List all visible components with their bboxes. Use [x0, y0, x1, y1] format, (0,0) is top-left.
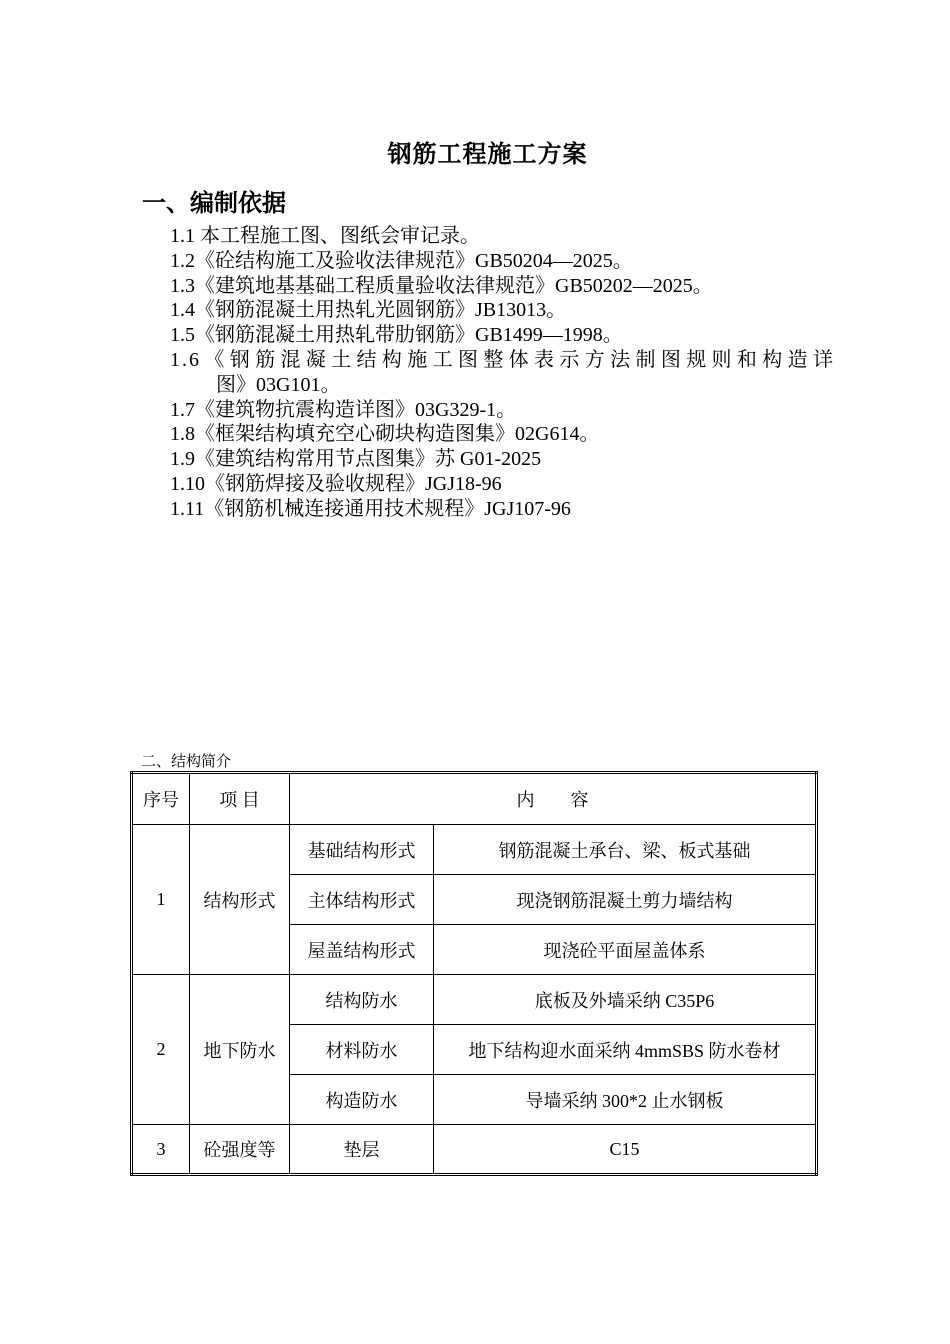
header-content: 内 容 [290, 773, 817, 825]
table-row [132, 975, 817, 1025]
cell-sub: 材料防水 [290, 1025, 434, 1075]
table-header-row [132, 773, 817, 825]
cell-sub: 构造防水 [290, 1075, 434, 1125]
cell-content: C15 [434, 1125, 817, 1175]
document-title: 钢筋工程施工方案 [387, 142, 588, 168]
cell-content: 现浇钢筋混凝土剪力墙结构 [434, 875, 817, 925]
cell-sub: 结构防水 [290, 975, 434, 1025]
list-item: 1.5《钢筋混凝土用热轧带肋钢筋》GB1499—1998。 [170, 324, 623, 347]
list-item: 1.1 本工程施工图、图纸会审记录。 [170, 225, 480, 247]
list-item: 1.7《建筑物抗震构造详图》03G329-1。 [170, 398, 517, 421]
header-item: 项 目 [190, 773, 290, 825]
list-item: 1.3《建筑地基基础工程质量验收法律规范》GB50202—2025。 [170, 274, 713, 297]
table-row [132, 825, 817, 875]
list-item: 1.10《钢筋焊接及验收规程》JGJ18-96 [170, 472, 502, 495]
basis-list [170, 224, 835, 522]
list-item-line: 图》03G101。 [216, 373, 341, 396]
list-item: 1.11《钢筋机械连接通用技术规程》JGJ107-96 [170, 497, 571, 520]
cell-no: 2 [132, 975, 190, 1125]
list-item [170, 348, 835, 398]
cell-no: 3 [132, 1125, 190, 1175]
section-heading-structure: 二、结构简介 [141, 754, 232, 770]
cell-content: 现浇砼平面屋盖体系 [434, 925, 817, 975]
cell-sub: 屋盖结构形式 [290, 925, 434, 975]
cell-content: 底板及外墙采纳 C35P6 [434, 975, 817, 1025]
cell-no: 1 [132, 825, 190, 975]
cell-sub: 基础结构形式 [290, 825, 434, 875]
header-no: 序号 [132, 773, 190, 825]
list-item: 1.2《砼结构施工及验收法律规范》GB50204—2025。 [170, 249, 633, 272]
cell-item: 结构形式 [190, 825, 290, 975]
cell-content: 钢筋混凝土承台、梁、板式基础 [434, 825, 817, 875]
cell-content: 导墙采纳 300*2 止水钢板 [434, 1075, 817, 1125]
cell-sub: 主体结构形式 [290, 875, 434, 925]
list-item: 1.9《建筑结构常用节点图集》苏 G01-2025 [170, 448, 542, 471]
table-row [132, 1125, 817, 1175]
cell-item: 地下防水 [190, 975, 290, 1125]
cell-content: 地下结构迎水面采纳 4mmSBS 防水卷材 [434, 1025, 817, 1075]
cell-sub: 垫层 [290, 1125, 434, 1175]
list-item-line: 1.6《钢筋混凝土结构施工图整体表示方法制图规则和构造详 [170, 348, 835, 371]
list-item: 1.8《框架结构填充空心砌块构造图集》02G614。 [170, 423, 600, 446]
structure-table [130, 771, 818, 1176]
list-item: 1.4《钢筋混凝土用热轧光圆钢筋》JB13013。 [170, 299, 567, 322]
cell-item: 砼强度等 [190, 1125, 290, 1175]
section-heading-basis: 一、编制依据 [142, 191, 286, 217]
